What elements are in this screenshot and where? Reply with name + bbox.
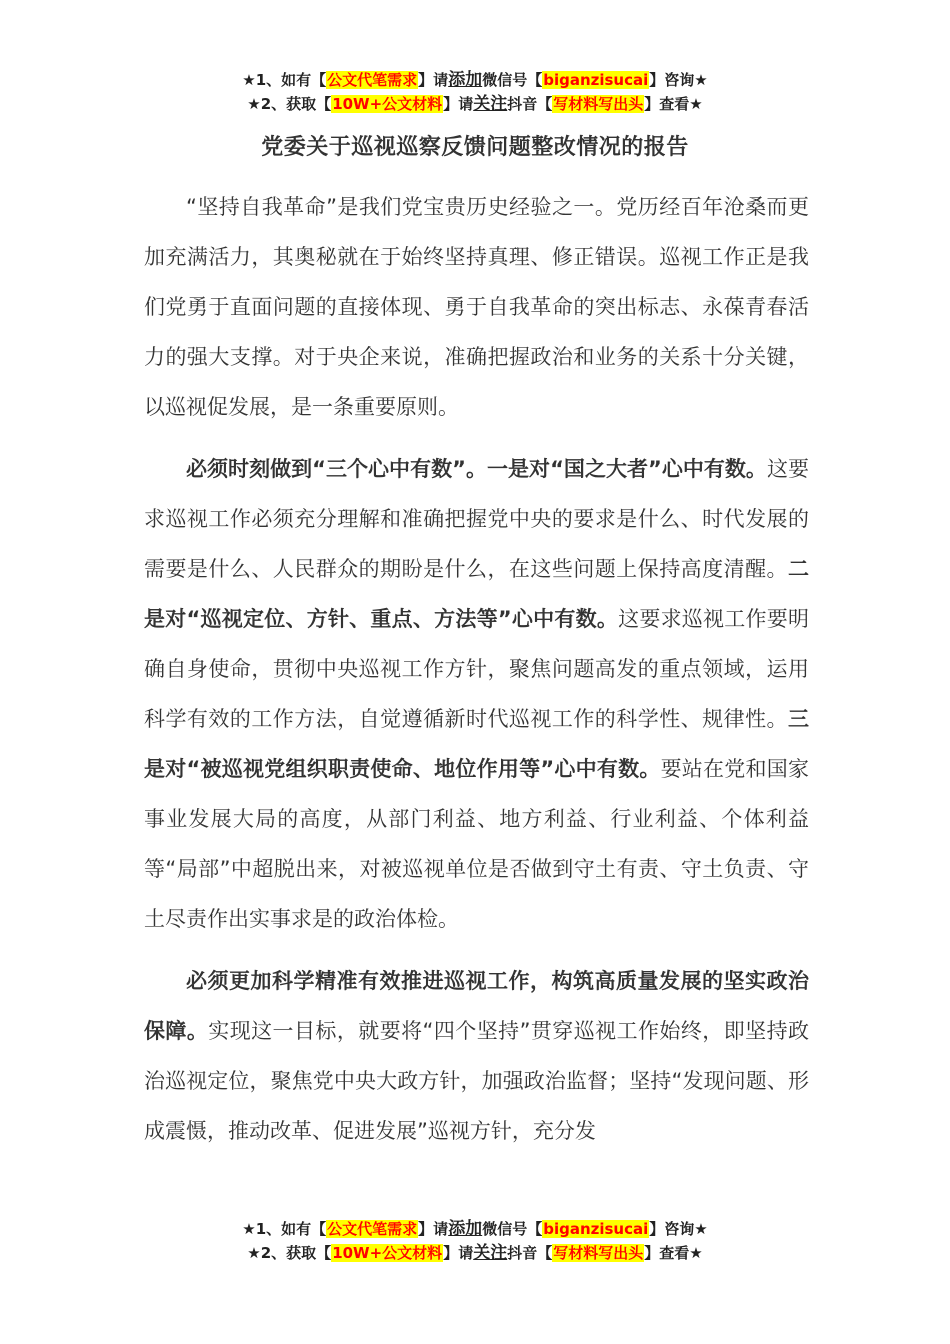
banner-text: 抖音【	[507, 1244, 553, 1262]
highlight-text: 10W+公文材料	[332, 95, 443, 113]
paragraph-text: 这要求巡视工作必须充分理解和准确把握党中央的要求是什么、时代发展的需要是什么、人民群众的期盼是什么，在这些问题上保持高度清醒。	[144, 457, 809, 581]
bold-heading: 二是对“巡视定位、方针、重点、方法等”心中有数。	[144, 557, 809, 631]
banner-text: 】请	[418, 71, 449, 89]
banner-text: 】查看★	[644, 95, 703, 113]
document-title: 党委关于巡视巡察反馈问题整改情况的报告	[261, 135, 689, 160]
banner-text: 微信号【	[482, 1220, 543, 1238]
banner-line-1	[0, 68, 950, 92]
emphasis-text: 关注	[473, 1243, 508, 1263]
banner-text: ★1、如有【	[242, 71, 327, 89]
emphasis-text: 添加	[448, 70, 483, 90]
paragraph-1: “坚持自我革命”是我们党宝贵历史经验之一。党历经百年沧桑而更加充满活力，其奥秘就在于始终坚持真理、修正错误。巡视工作正是我们党勇于直面问题的直接体现、勇于自我革命的突出标志、永葆青春活力的强大支撑。对于央企来说，准确把握政治和业务的关系十分关键，以巡视促发展，是一条重要原则。	[144, 195, 809, 419]
banner-text: 】请	[443, 95, 474, 113]
emphasis-text: 关注	[473, 94, 508, 114]
banner-text: ★2、获取【	[247, 1244, 332, 1262]
highlight-text: 公文代笔需求	[327, 71, 418, 89]
banner-text: 】咨询★	[649, 71, 708, 89]
paragraph-2	[144, 444, 809, 944]
paragraph-text: 要站在党和国家事业发展大局的高度，从部门利益、地方利益、行业利益、个体利益等“局部”中超脱出来，对被巡视单位是否做到守土有责、守土负责、守土尽责作出实事求是的政治体检。	[144, 757, 809, 931]
paragraph-3	[144, 956, 809, 1156]
banner-text: ★1、如有【	[242, 1220, 327, 1238]
paragraph-text: 这要求巡视工作要明确自身使命，贯彻中央巡视工作方针，聚焦问题高发的重点领域，运用科学有效的工作方法，自觉遵循新时代巡视工作的科学性、规律性。	[144, 607, 810, 731]
banner-text: 】查看★	[644, 1244, 703, 1262]
emphasis-text: 添加	[448, 1219, 483, 1239]
bold-heading: 必须更加科学精准有效推进巡视工作，构筑高质量发展的坚实政治保障。	[144, 969, 809, 1043]
bold-heading: 三是对“被巡视党组织职责使命、地位作用等”心中有数。	[144, 707, 809, 781]
banner-text: 】请	[443, 1244, 474, 1262]
banner-text: 】请	[418, 1220, 449, 1238]
bold-heading: 必须时刻做到“三个心中有数”。一是对“国之大者”心中有数。	[186, 457, 767, 481]
banner-line-2	[0, 1241, 950, 1265]
banner-text: ★2、获取【	[247, 95, 332, 113]
banner-line-1	[0, 1217, 950, 1241]
footer-banner	[0, 1217, 950, 1265]
paragraph-text: 实现这一目标，就要将“四个坚持”贯穿巡视工作始终，即坚持政治巡视定位，聚焦党中央大政方针，加强政治监督；坚持“发现问题、形成震慑，推动改革、促进发展”巡视方针，充分发	[144, 1019, 809, 1143]
banner-line-2	[0, 92, 950, 116]
header-banner	[0, 68, 950, 116]
document-body	[144, 182, 809, 1156]
wechat-id: biganzisucai	[543, 1220, 649, 1238]
douyin-id: 写材料写出头	[553, 1244, 644, 1262]
douyin-id: 写材料写出头	[553, 95, 644, 113]
banner-text: 】咨询★	[649, 1220, 708, 1238]
wechat-id: biganzisucai	[543, 71, 649, 89]
highlight-text: 公文代笔需求	[327, 1220, 418, 1238]
banner-text: 微信号【	[482, 71, 543, 89]
banner-text: 抖音【	[507, 95, 553, 113]
highlight-text: 10W+公文材料	[332, 1244, 443, 1262]
